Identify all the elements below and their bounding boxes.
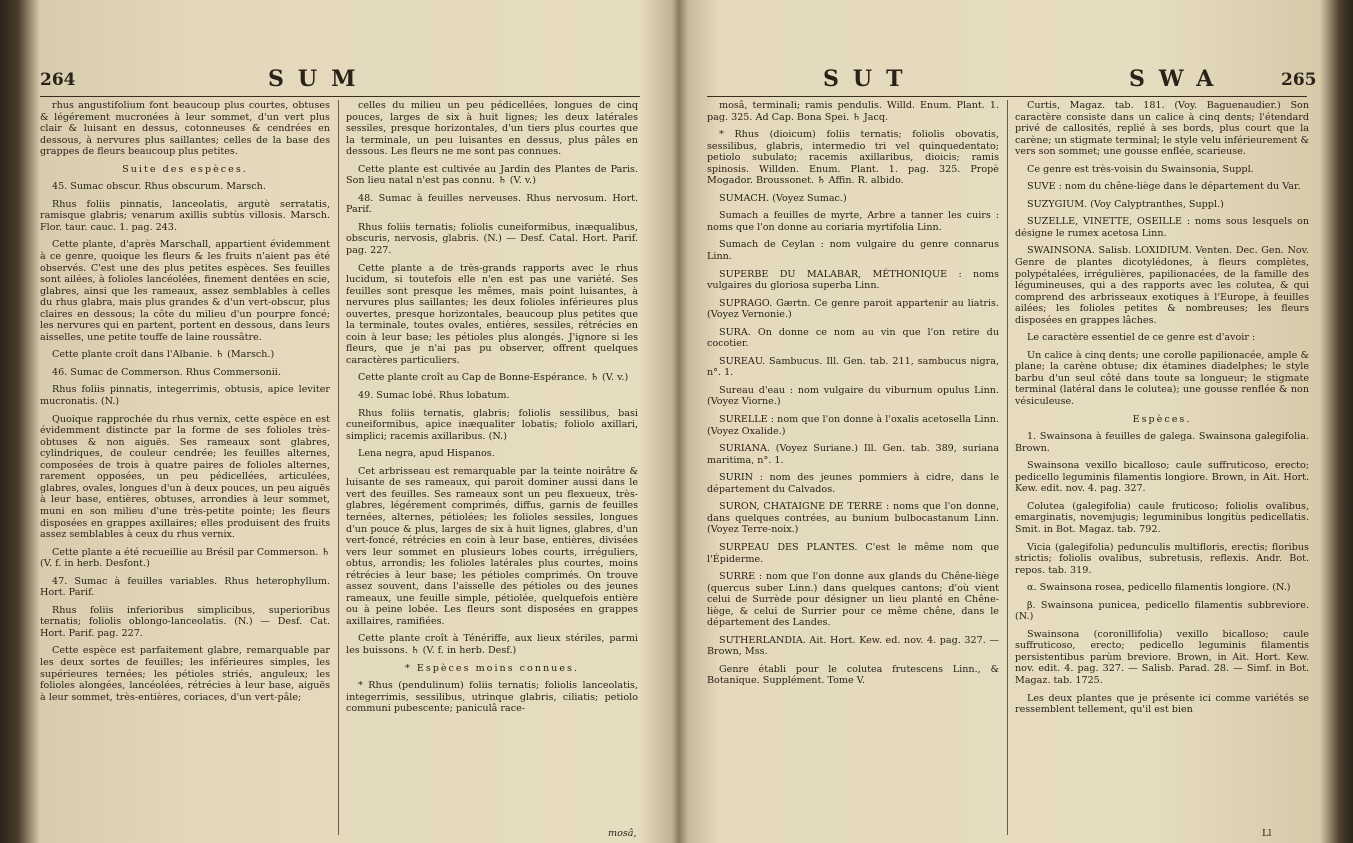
paragraph: Vicia (galegifolia) pedunculis multifloris, erectis; floribus strictis; foliolis ovalibus, subretusis, reflexis. Andr. Bot. repos. tab. 319. [1015, 541, 1309, 576]
running-header-right-1: SUT [823, 66, 917, 92]
paragraph: SURRE : nom que l'on donne aux glands du Chêne-liège (quercus suber Linn.) dans quelques cantons; d'où vient celui de Surrède pour désigner un lieu planté en Chêne-liège, & celui de Surrier pour ce même chêne, dans le département des Landes. [707, 571, 999, 629]
paragraph: Colutea (galegifolia) caule fruticoso; foliolis ovalibus, emarginatis, novemjugis; leguminibus longitùs pedicellatis. Smit. in Bot. Magaz. tab. 792. [1015, 500, 1309, 535]
paragraph: Un calice à cinq dents; une corolle papilionacée, ample & plane; la carène obtuse; dix étamines diadelphes; le style barbu d'un seul côté dans toute sa longueur; le stigmate terminal (latéral dans le colutea); une gousse renflée & non vésiculeuse. [1015, 349, 1309, 408]
paragraph: Cette plante a de très-grands rapports avec le rhus lucidum, si toutefois elle n'en est pas une variété. Ses feuilles sont presque les mêmes, mais point luisantes, à nervures plus saillantes; les deux folioles inférieures plus ouvertes, presque horizontales, beaucoup plus petites que la terminale, toutes ovales, entières, sessiles, rétrécies en coin à leur base; les pétioles plus alongés. J'ignore si les fleurs, que je n'ai pas pu observer, offrent quelques caractères particuliers. [346, 262, 638, 366]
paragraph: celles du milieu un peu pédicellées, longues de cinq pouces, larges de six à huit lignes; les deux latérales sessiles, presque horizontales, d'un tiers plus courtes que la terminale, un peu luisantes en dessus, plus pâles en dessous. Les fleurs ne me sont pas connues. [346, 100, 638, 158]
paragraph: SUZYGIUM. (Voy Calyptranthes, Suppl.) [1027, 198, 1224, 210]
paragraph: Swainsona vexillo bicalloso; caule suffruticoso, erecto; pedicello leguminis filamentis longiore. Brown, in Ait. Hort. Kew. edit. nov. 4. pag. 327. [1015, 460, 1309, 495]
paragraph: Cette plante, d'après Marschall, appartient évidemment à ce genre, quoique les fleurs & les fruits n'aient pas été observés. C'est une des plus petites espèces. Ses feuilles sont ailées, à folioles lancéolées, finement dentées en scie, glabres, ainsi que les rameaux, assez semblables à celles du rhus glabra, mais plus grandes & d'un vert-obscur, plus claires en dessous; la côte du milieu d'un pourpre foncé; les nervures qui en partent, portent en dessous, dans leurs aisselles, une petite touffe de laine roussâtre. [40, 239, 330, 343]
paragraph: Les deux plantes que je présente ici comme variétés se ressemblent tellement, qu'il est bien [1015, 692, 1309, 716]
paragraph: 49. Sumac lobé. Rhus lobatum. [358, 390, 510, 402]
paragraph: 46. Sumac de Commerson. Rhus Commersonii. [52, 366, 281, 378]
paragraph: SUMACH. (Voyez Sumac.) [719, 192, 847, 204]
header-rule-left [40, 96, 640, 97]
paragraph: Curtis, Magaz. tab. 181. (Voy. Baguenaudier.) Son caractère consiste dans un calice à cinq dents; l'étendard privé de callosités, replié à ses bords, plus court que la carène; un stigmate terminal; le style velu inférieurement & vers son sommet; une gousse enflée, scarieuse. [1015, 100, 1309, 158]
paragraph: Quoique rapprochée du rhus vernix, cette espèce en est évidemment distincte par la forme de ses folioles très-obtuses & non aiguës. Ses rameaux sont glabres, cylindriques, de couleur cendrée; les feuilles alternes, composées de trois à quatre paires de folioles alternes, rarement opposées, un peu pédicellées, articulées, glabres, ovales, longues d'un à deux pouces, un peu aiguës à leur base, entières, obtuses, arrondies à leur sommet, muni en son milieu d'une très-petite pointe; les fleurs disposées en grappes axillaires; elles produisent des fruits assez semblables à ceux du rhus vernix. [40, 413, 330, 541]
paragraph: Cet arbrisseau est remarquable par la teinte noirâtre & luisante de ses rameaux, qui paroit dominer aussi dans le vert des feuilles. Ses rameaux sont un peu flexueux, très-glabres, légérement comprimés, diffus, garnis de feuilles ternées, alternes, pétiolées; les folioles sessiles, longues d'un pouce & plus, larges de six à huit lignes, glabres, d'un vert-foncé, rétrécies en coin à leur base, entières, divisées vers leur sommet en plusieurs lobes courts, irréguliers, obtus, arrondis; les folioles latérales plus courtes, moins rétrécies à leur base; les pétioles comprimés. On trouve assez souvent, dans l'aisselle des pétioles ou des jeunes rameaux, une feuille simple, pétiolée, quelquefois entière ou à peine lobée. Les fleurs sont disposées en grappes axillaires, ramifiées. [346, 465, 638, 627]
paragraph: Rhus foliis inferioribus simplicibus, superioribus ternatis; foliolis oblongo-lanceolatis. (N.) — Desf. Cat. Hort. Parif. pag. 227. [40, 604, 330, 639]
paragraph: Lena negra, apud Hispanos. [358, 448, 495, 460]
paragraph: Genre établi pour le colutea frutescens Linn., & Botanique. Supplément. Tome V. [707, 663, 999, 687]
paragraph: SWAINSONA. Salisb. LOXIDIUM. Venten. Dec. Gen. Nov. Genre de plantes dicotylédones, à fleurs complètes, polypétalées, irrégulières, papilionacées, de la famille des légumineuses, qui a des rapports avec les colutea, & qui comprend des arbrisseaux exotiques à l'Europe, à feuilles ailées; les folioles petites & nombreuses; les fleurs disposées en grappes lâches. [1015, 245, 1309, 326]
paragraph: rhus angustifolium font beaucoup plus courtes, obtuses & légérement mucronées à leur sommet, d'un vert plus clair & luisant en dessus, cotonneuses & cendrées en dessous, à nervures plus saillantes; celles de la base des grappes de fleurs beaucoup plus petites. [40, 100, 330, 158]
paragraph: SURELLE : nom que l'on donne à l'oxalis acetosella Linn. (Voyez Oxalide.) [707, 414, 999, 437]
header-rule-right [707, 96, 1307, 97]
column-divider-left [338, 100, 339, 835]
left-page [0, 0, 676, 843]
signature-mark: Ll [1262, 828, 1272, 839]
paragraph: SURON, CHATAIGNE DE TERRE : noms que l'on donne, dans quelques contrées, au bunium bulbocastanum Linn. (Voyez Terre-noix.) [707, 501, 999, 536]
paragraph: * Espèces moins connues. [404, 662, 580, 674]
paragraph: SUZELLE, VINETTE, OSEILLE : noms sous lesquels on désigne le rumex acetosa Linn. [1015, 216, 1309, 239]
paragraph: 48. Sumac à feuilles nerveuses. Rhus nervosum. Hort. Parif. [346, 192, 638, 216]
paragraph: Cette plante a été recueillie au Brésil par Commerson. ♄ (V. f. in herb. Desfont.) [40, 546, 330, 570]
right-column-2 [1015, 100, 1309, 825]
right-page [677, 0, 1353, 843]
paragraph: Cette plante est cultivée au Jardin des Plantes de Paris. Son lieu natal n'est pas connu. ♄ (V. v.) [346, 163, 638, 187]
page-number-right: 265 [1281, 70, 1317, 90]
column-divider-right [1007, 100, 1008, 835]
paragraph: 47. Sumac à feuilles variables. Rhus heterophyllum. Hort. Parif. [40, 575, 330, 599]
paragraph: Le caractère essentiel de ce genre est d'avoir : [1027, 332, 1256, 344]
paragraph: Rhus foliis pinnatis, integerrimis, obtusis, apice leviter mucronatis. (N.) [40, 384, 330, 408]
right-column-1 [707, 100, 999, 835]
paragraph: Cette plante croît dans l'Albanie. ♄ (Marsch.) [52, 349, 275, 361]
paragraph: Suite des espèces. [122, 163, 248, 175]
paragraph: Espèces. [1132, 413, 1192, 425]
paragraph: * Rhus (pendulinum) foliis ternatis; foliolis lanceolatis, integerrimis, sessilibus, utrinque glabris, ciliatis; petiolo communi pubescente; paniculâ race- [346, 680, 638, 715]
paragraph: SURA. On donne ce nom au vin que l'on retire du cocotier. [707, 326, 999, 350]
left-column-2 [346, 100, 638, 825]
paragraph: α. Swainsona rosea, pedicello filamentis longiore. (N.) [1027, 582, 1291, 594]
paragraph: SURIN : nom des jeunes pommiers à cidre, dans le département du Calvados. [707, 472, 999, 495]
paragraph: Rhus foliis pinnatis, lanceolatis, argutè serratatis, ramisque glabris; venarum axillis subtùs villosis. Marsch. Flor. taur. cauc. 1. pag. 243. [40, 198, 330, 233]
paragraph: Sumach a feuilles de myrte, Arbre a tanner les cuirs : noms que l'on donne au coriaria myrtifolia Linn. [707, 210, 999, 233]
paragraph: SUTHERLANDIA. Ait. Hort. Kew. ed. nov. 4. pag. 327. — Brown, Mss. [707, 634, 999, 658]
running-header-right-2: SWA [1129, 66, 1228, 92]
paragraph: Cette espèce est parfaitement glabre, remarquable par les deux sortes de feuilles; les inférieures simples, les supérieures ternées; les pétioles striés, anguleux; les folioles alongées, lancéolées, rétrécies à leur base, aiguës à leur sommet, très-entières, coriaces, d'un vert-pâle; [40, 645, 330, 703]
catchword: mosâ, [608, 828, 637, 839]
paragraph: β. Swainsona punicea, pedicello filamentis subbreviore. (N.) [1015, 599, 1309, 623]
paragraph: Ce genre est très-voisin du Swainsonia, Suppl. [1027, 163, 1254, 175]
paragraph: Sureau d'eau : nom vulgaire du viburnum opulus Linn. (Voyez Viorne.) [707, 384, 999, 408]
paragraph: Swainsona (coronillifolia) vexillo bicalloso; caule suffruticoso, erecto; pedicello leguminis filamentis persistentibus parùm breviore. Brown, in Ait. Hort. Kew. nov. edit. 4. pag. 327. — Salisb. Parad. 28. — Simf. in Bot. Magaz. tab. 1725. [1015, 628, 1309, 686]
paragraph: mosâ, terminali; ramis pendulis. Willd. Enum. Plant. 1. pag. 325. Ad Cap. Bona Spei. ♄ Jacq. [707, 100, 999, 123]
paragraph: Cette plante croît au Cap de Bonne-Espérance. ♄ (V. v.) [358, 372, 629, 384]
paragraph: SUREAU. Sambucus. Ill. Gen. tab. 211, sambucus nigra, n°. 1. [707, 355, 999, 379]
paragraph: 45. Sumac obscur. Rhus obscurum. Marsch. [52, 181, 266, 193]
paragraph: Rhus foliis ternatis, glabris; foliolis sessilibus, basi cuneiformibus, apice inæqualiter lobatis; foliolo axillari, simplici; racemis axillaribus. (N.) [346, 407, 638, 442]
paragraph: SUPERBE DU MALABAR, MÉTHONIQUE : noms vulgaires du gloriosa superba Linn. [707, 268, 999, 292]
running-header-left: SUM [268, 66, 370, 92]
left-column-1 [40, 100, 330, 835]
page-number-left: 264 [40, 70, 76, 90]
paragraph: * Rhus (dioicum) foliis ternatis; foliolis obovatis, sessilibus, glabris, intermedio tri vel quinquedentato; petiolo subulato; racemis axillaribus, dioicis; ramis spinosis. Willden. Enum. Plant. 1. pag. 325. Propè Mogador. Broussonet. ♄ Affin. R. albido. [707, 129, 999, 187]
paragraph: Rhus foliis ternatis; foliolis cuneiformibus, inæqualibus, obscuris, nervosis, glabris. (N.) — Desf. Catal. Hort. Parif. pag. 227. [346, 221, 638, 257]
paragraph: SURPEAU DES PLANTES. C'est le même nom que l'Épiderme. [707, 541, 999, 565]
paragraph: Cette plante croît à Ténériffe, aux lieux stériles, parmi les buissons. ♄ (V. f. in herb. Desf.) [346, 633, 638, 656]
paragraph: 1. Swainsona à feuilles de galega. Swainsona galegifolia. Brown. [1015, 431, 1309, 454]
paragraph: SUVE : nom du chêne-liège dans le département du Var. [1027, 181, 1301, 193]
paragraph: SURIANA. (Voyez Suriane.) Ill. Gen. tab. 389, suriana maritima, n°. 1. [707, 443, 999, 466]
paragraph: Sumach de Ceylan : nom vulgaire du genre connarus Linn. [707, 239, 999, 263]
paragraph: SUPRAGO. Gærtn. Ce genre paroit appartenir au liatris. (Voyez Vernonie.) [707, 297, 999, 321]
